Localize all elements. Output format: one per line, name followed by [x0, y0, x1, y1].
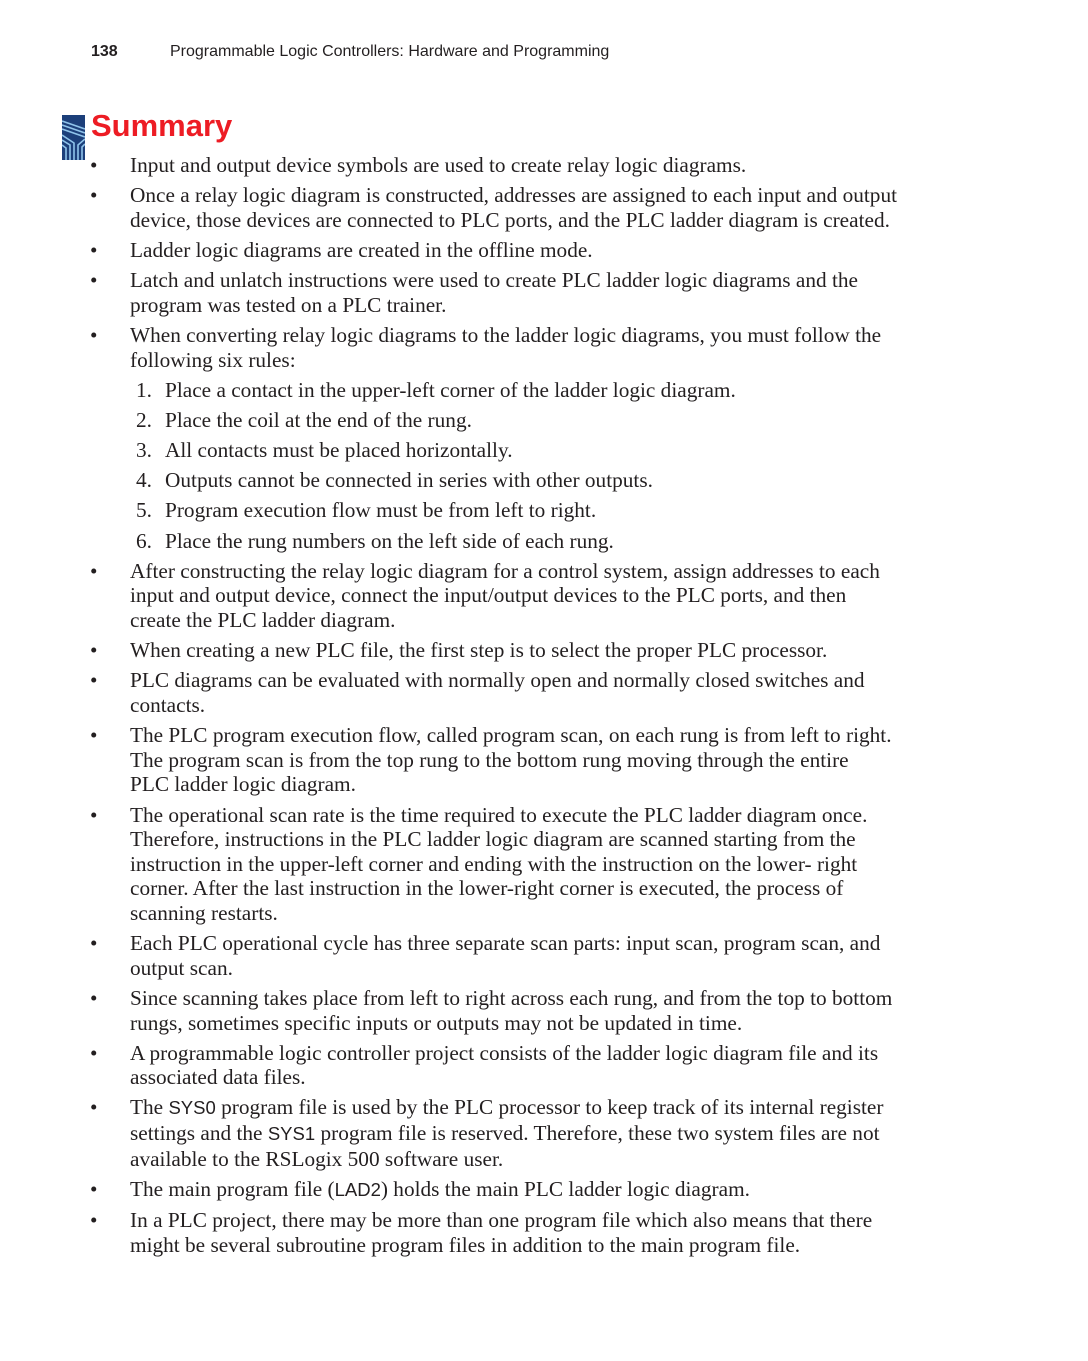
text-line — [0, 638, 1088, 663]
bullet-marker: • — [90, 153, 98, 177]
bullet-marker: • — [90, 1208, 98, 1233]
text-line — [0, 323, 1088, 348]
bullet-list-item — [0, 1095, 1088, 1171]
text-line — [0, 1041, 1088, 1066]
bullet-list-item — [0, 238, 1088, 263]
bullet-marker: • — [90, 638, 98, 663]
text-segment: All contacts must be placed horizontally. — [165, 438, 513, 463]
bullet-marker: • — [90, 322, 98, 347]
text-line — [0, 293, 1088, 318]
file-name-code: LAD2 — [334, 1178, 381, 1200]
bullet-list-item — [0, 986, 1088, 1035]
text-line — [0, 803, 1088, 828]
text-segment: Place the rung numbers on the left side of each rung. — [165, 528, 614, 553]
numbered-list-item — [0, 378, 1088, 403]
text-line — [0, 668, 1088, 693]
text-line — [0, 931, 1088, 956]
bullet-list-item — [0, 668, 1088, 717]
bullet-marker: • — [90, 558, 98, 583]
text-segment: Each PLC operational cycle has three separate scan parts: input scan, program scan, and — [130, 931, 881, 956]
list-number: 1. — [136, 377, 152, 402]
page-number: 138 — [91, 43, 118, 60]
numbered-list-item — [0, 408, 1088, 433]
text-line — [0, 608, 1088, 633]
text-segment: contacts. — [130, 693, 206, 717]
text-segment: The main program file ( — [130, 1176, 335, 1201]
text-line — [0, 852, 1088, 877]
text-segment: PLC diagrams can be evaluated with normally open and normally closed switches and — [130, 668, 865, 693]
text-segment: Program execution flow must be from left to right. — [165, 498, 597, 523]
text-segment: When converting relay logic diagrams to the ladder logic diagrams, you must follow the — [130, 322, 882, 347]
text-segment: input and output device, connect the input/output devices to the PLC ports, and then — [130, 583, 847, 608]
bullet-list-item — [0, 559, 1088, 633]
text-line — [0, 1233, 1088, 1258]
text-segment: scanning restarts. — [130, 900, 278, 925]
text-line — [0, 956, 1088, 981]
text-segment: rungs, sometimes specific inputs or outputs may not be updated in time. — [130, 1010, 743, 1035]
text-line — [0, 559, 1088, 584]
bullet-list-item — [0, 1041, 1088, 1090]
text-segment: corner. After the last instruction in the lower-right corner is executed, the process of — [130, 876, 844, 901]
text-segment: Therefore, instructions in the PLC ladder logic diagram are scanned starting from the — [130, 827, 856, 852]
text-line — [0, 1121, 1088, 1147]
text-segment: program was tested on a PLC trainer. — [130, 292, 447, 317]
text-segment: program file is reserved. Therefore, these two system files are not — [315, 1121, 880, 1146]
numbered-list-item — [0, 468, 1088, 493]
numbered-list-item — [0, 438, 1088, 463]
text-line — [0, 748, 1088, 773]
text-segment: settings and the — [130, 1121, 268, 1146]
text-line — [0, 153, 1088, 178]
list-number: 3. — [136, 438, 152, 463]
bullet-marker: • — [90, 1095, 98, 1120]
text-segment: Once a relay logic diagram is constructed, addresses are assigned to each input and output — [130, 183, 898, 208]
text-segment: A programmable logic controller project consists of the ladder logic diagram file and its — [130, 1040, 879, 1065]
text-line — [0, 468, 1088, 493]
text-line — [0, 901, 1088, 926]
file-name-code: SYS1 — [267, 1123, 316, 1145]
text-segment: following six rules: — [130, 347, 296, 372]
numbered-list-item — [0, 529, 1088, 554]
bullet-marker: • — [90, 931, 98, 956]
bullet-marker: • — [90, 668, 98, 693]
text-segment: When creating a new PLC file, the first step is to select the proper PLC processor. — [130, 638, 828, 663]
text-line — [0, 238, 1088, 263]
text-line — [0, 827, 1088, 852]
text-segment: create the PLC ladder diagram. — [130, 608, 396, 633]
bullet-list-item — [0, 323, 1088, 372]
text-line — [0, 1065, 1088, 1090]
text-line — [0, 268, 1088, 293]
text-line — [0, 183, 1088, 208]
text-line — [0, 583, 1088, 608]
text-line — [0, 408, 1088, 433]
text-line — [0, 1177, 1088, 1203]
text-segment: Place a contact in the upper-left corner of the ladder logic diagram. — [165, 377, 736, 402]
bullet-marker: • — [90, 802, 98, 827]
list-number: 4. — [136, 468, 152, 493]
text-line — [0, 378, 1088, 403]
text-segment: After constructing the relay logic diagram for a control system, assign addresses to each — [130, 558, 880, 583]
text-line — [0, 723, 1088, 748]
list-number: 5. — [136, 498, 152, 523]
file-name-code: SYS0 — [168, 1097, 216, 1119]
text-line — [0, 986, 1088, 1011]
text-line — [0, 772, 1088, 797]
text-segment: Outputs cannot be connected in series with other outputs. — [165, 468, 653, 493]
text-segment: PLC ladder logic diagram. — [130, 772, 356, 797]
text-line — [0, 1011, 1088, 1036]
bullet-marker: • — [90, 1040, 98, 1065]
text-line — [0, 693, 1088, 718]
text-segment: device, those devices are connected to PLC ports, and the PLC ladder diagram is created. — [130, 207, 890, 232]
text-segment: The operational scan rate is the time required to execute the PLC ladder diagram once. — [130, 802, 868, 827]
bullet-marker: • — [90, 1176, 98, 1201]
text-segment: ) holds the main PLC ladder logic diagram. — [380, 1176, 750, 1201]
text-segment: associated data files. — [130, 1065, 306, 1090]
text-line — [0, 438, 1088, 463]
text-segment: The program scan is from the top rung to the bottom rung moving through the entire — [130, 747, 849, 772]
text-segment: The PLC program execution flow, called program scan, on each rung is from left to right. — [130, 723, 892, 748]
text-segment: The — [130, 1095, 169, 1120]
text-segment: might be several subroutine program files in addition to the main program file. — [130, 1232, 801, 1257]
bullet-list-item — [0, 638, 1088, 663]
list-number: 6. — [136, 528, 152, 553]
text-segment: available to the RSLogix 500 software user. — [130, 1146, 504, 1171]
bullet-list-item — [0, 723, 1088, 797]
bullet-list-item — [0, 931, 1088, 980]
bullet-list-item — [0, 803, 1088, 926]
numbered-list-item — [0, 498, 1088, 523]
bullet-marker: • — [90, 985, 98, 1010]
text-line — [0, 348, 1088, 373]
running-title: Programmable Logic Controllers: Hardware and Programming — [170, 43, 610, 60]
text-segment: Ladder logic diagrams are created in the offline mode. — [130, 237, 593, 262]
text-segment: instruction in the upper-left corner and ending with the instruction on the lower- right — [130, 851, 858, 876]
text-line — [0, 529, 1088, 554]
bullet-marker: • — [90, 268, 98, 293]
text-segment: Latch and unlatch instructions were used to create PLC ladder logic diagrams and the — [130, 268, 858, 293]
text-segment: program file is used by the PLC processor to keep track of its internal register — [215, 1095, 884, 1120]
text-segment: Place the coil at the end of the rung. — [165, 407, 472, 432]
bullet-marker: • — [90, 237, 98, 262]
text-segment: output scan. — [130, 955, 233, 980]
bullet-marker: • — [90, 183, 98, 208]
bullet-list-item — [0, 183, 1088, 232]
section-title: Summary — [91, 108, 233, 143]
text-line — [0, 876, 1088, 901]
summary-list — [0, 153, 1088, 1263]
text-line — [0, 1147, 1088, 1172]
bullet-marker: • — [90, 723, 98, 748]
text-line — [0, 1095, 1088, 1121]
bullet-list-item — [0, 1177, 1088, 1203]
list-number: 2. — [136, 407, 152, 432]
bullet-list-item — [0, 153, 1088, 178]
text-segment: In a PLC project, there may be more than one program file which also means that there — [130, 1208, 873, 1233]
text-line — [0, 498, 1088, 523]
text-segment: Input and output device symbols are used to create relay logic diagrams. — [130, 153, 747, 177]
bullet-list-item — [0, 1208, 1088, 1257]
text-line — [0, 1208, 1088, 1233]
text-line — [0, 208, 1088, 233]
text-segment: Since scanning takes place from left to right across each rung, and from the top to bottom — [130, 985, 893, 1010]
bullet-list-item — [0, 268, 1088, 317]
